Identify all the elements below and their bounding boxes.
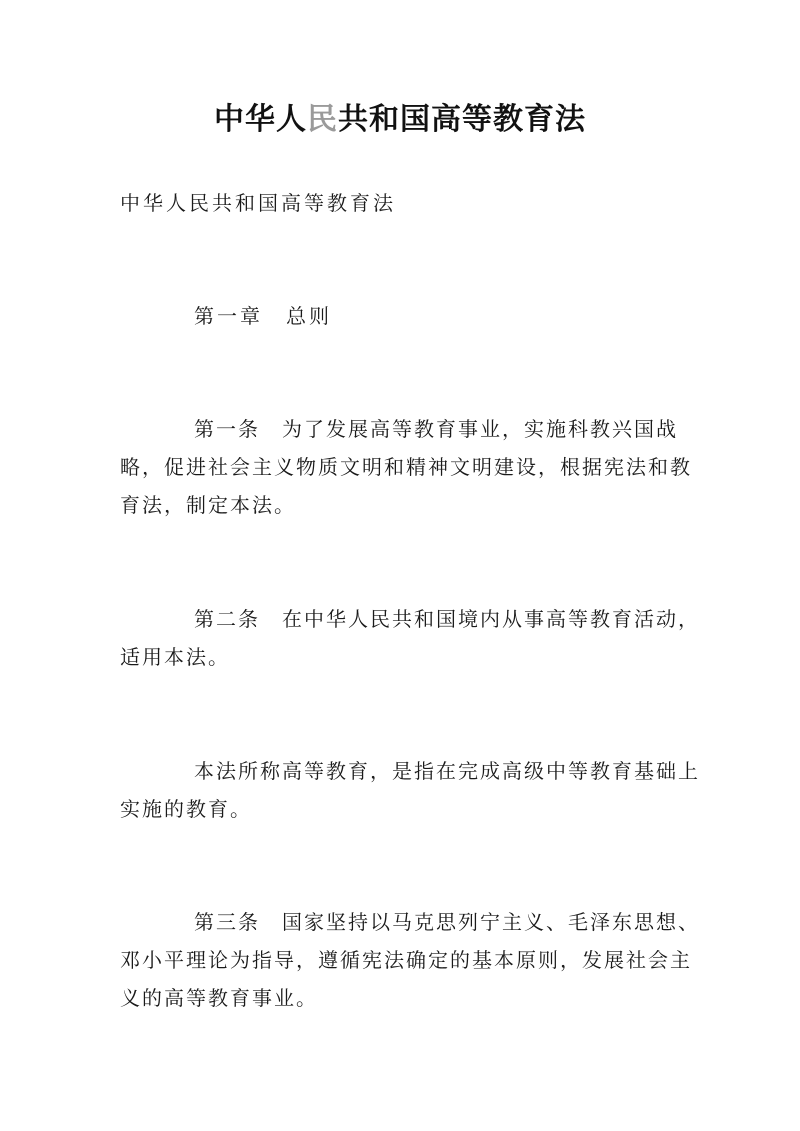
document-title-part-2: 共和国高等教育法 — [338, 102, 586, 137]
document-subtitle: 中华人民共和国高等教育法 — [120, 191, 396, 215]
document-title — [0, 98, 800, 142]
chapter-heading: 第一章 总则 — [194, 304, 332, 328]
document-title-faded-char: 民 — [307, 102, 338, 137]
article-3-paragraph: 第三条 国家坚持以马克思列宁主义、毛泽东思想、邓小平理论为指导，遵循宪法确定的基本原则，发展社会主义的高等教育事业。 — [120, 910, 700, 1010]
article-1-paragraph: 第一条 为了发展高等教育事业，实施科教兴国战略，促进社会主义物质文明和精神文明建设，根据宪法和教育法，制定本法。 — [120, 417, 692, 517]
document-title-part-1: 中华人 — [214, 102, 307, 137]
article-2-paragraph: 第二条 在中华人民共和国境内从事高等教育活动，适用本法。 — [120, 607, 700, 669]
article-2-definition-paragraph: 本法所称高等教育，是指在完成高级中等教育基础上实施的教育。 — [120, 759, 700, 821]
